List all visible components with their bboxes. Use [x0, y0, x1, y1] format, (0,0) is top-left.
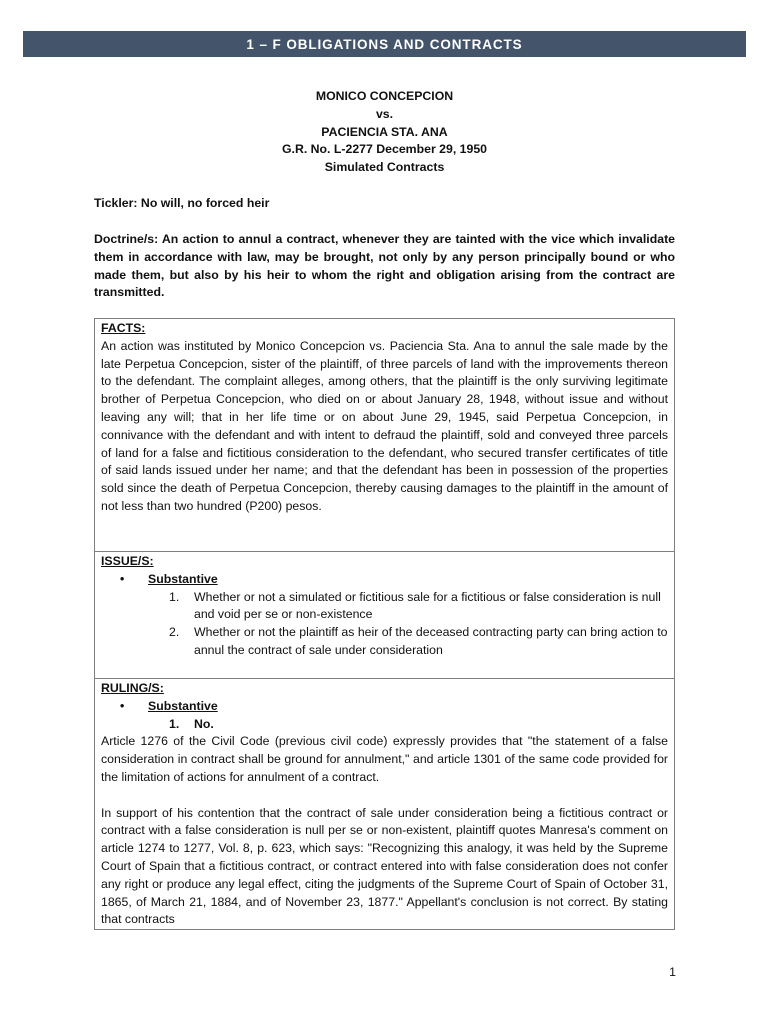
bullet-icon: • [120, 698, 125, 713]
ruling-category [101, 698, 668, 716]
document-header-banner: 1 – F OBLIGATIONS AND CONTRACTS [23, 31, 746, 57]
respondent-name: PACIENCIA STA. ANA [321, 124, 448, 139]
ruling-title: RULING/S: [101, 681, 164, 695]
ruling-answer-text: No. [194, 716, 214, 731]
issues-title: ISSUE/S: [101, 554, 154, 568]
issue-text: Whether or not a simulated or fictitious sale for a fictitious or false consideration is null and void per se or non-existence [194, 589, 661, 622]
issue-item [101, 589, 668, 625]
ruling-paragraph: In support of his contention that the contract of sale under consideration being a fictitious contract or contract with a false consideration is null per se or non-existent, plaintiff quotes Manresa's comment on article 1274 to 1277, Vol. 8, p. 623, which says: "Recognizing this analogy, it was held by the Supreme Court of Spain that a fictitious contract, or contract entered into with false consideration does not confer any right or produce any legal effect, citing the judgments of the Supreme Court of Spain of October 31, 1865, of March 21, 1884, and of November 23, 1877." Appellant's conclusion is not correct. By stating that contracts [101, 805, 668, 927]
issue-text: Whether or not the plaintiff as heir of the deceased contracting party can bring action to annul the contract of sale under consideration [194, 625, 668, 657]
facts-section [94, 318, 675, 552]
case-topic: Simulated Contracts [324, 160, 445, 175]
doctrine-paragraph: Doctrine/s: An action to annul a contract, whenever they are tainted with the vice which invalidate them in accordance with law, may be brought, not only by any person principally bound or who made them, but also by his heir to whom the right and obligation arising from the contract are transmitted. [94, 232, 675, 300]
ruling-paragraph: Article 1276 of the Civil Code (previous civil code) expressly provides that "the statement of a false consideration in contract shall be ground for annulment," and article 1301 of the same code provided for the limitation of actions for annulment of a contract. [101, 734, 668, 784]
versus-label: vs. [375, 106, 394, 121]
issues-category-label: Substantive [148, 571, 218, 586]
issue-number: 1. [169, 589, 180, 604]
issues-section [94, 552, 675, 679]
facts-title: FACTS: [101, 321, 146, 335]
page-number: 1 [669, 965, 676, 979]
bullet-icon: • [120, 571, 125, 586]
issue-number: 2. [169, 625, 180, 640]
issue-item [101, 624, 668, 660]
case-caption [94, 88, 675, 177]
case-number: G.R. No. L-2277 December 29, 1950 [281, 142, 488, 157]
facts-text: An action was instituted by Monico Concepcion vs. Paciencia Sta. Ana to annul the sale made by the late Perpetua Concepcion, sister of the plaintiff, of three parcels of land with the improvements thereon to the defendant. The complaint alleges, among others, that the plaintiff is the only surviving legitimate brother of Perpetua Concepcion, who died on or about January 28, 1948, without issue and without leaving any will; that in her life time or on about June 29, 1945, said Perpetua Concepcion, in connivance with the defendant and with intent to defraud the plaintiff, sold and conveyed three parcels of land for a false and fictitious consideration to the defendant, who secured transfer certificates of title of said lands issued under her name; and that the defendant has been in possession of the properties sold since the death of Perpetua Concepcion, thereby causing damages to the plaintiff in the amount of not less than two hundred (P200) pesos. [101, 338, 668, 513]
ruling-category-label: Substantive [148, 698, 218, 713]
ruling-section [94, 679, 675, 930]
ruling-answer [101, 716, 668, 734]
petitioner-name: MONICO CONCEPCION [315, 89, 454, 103]
issues-category [101, 571, 668, 589]
ruling-answer-number: 1. [169, 716, 180, 731]
tickler: Tickler: No will, no forced heir [94, 196, 270, 210]
